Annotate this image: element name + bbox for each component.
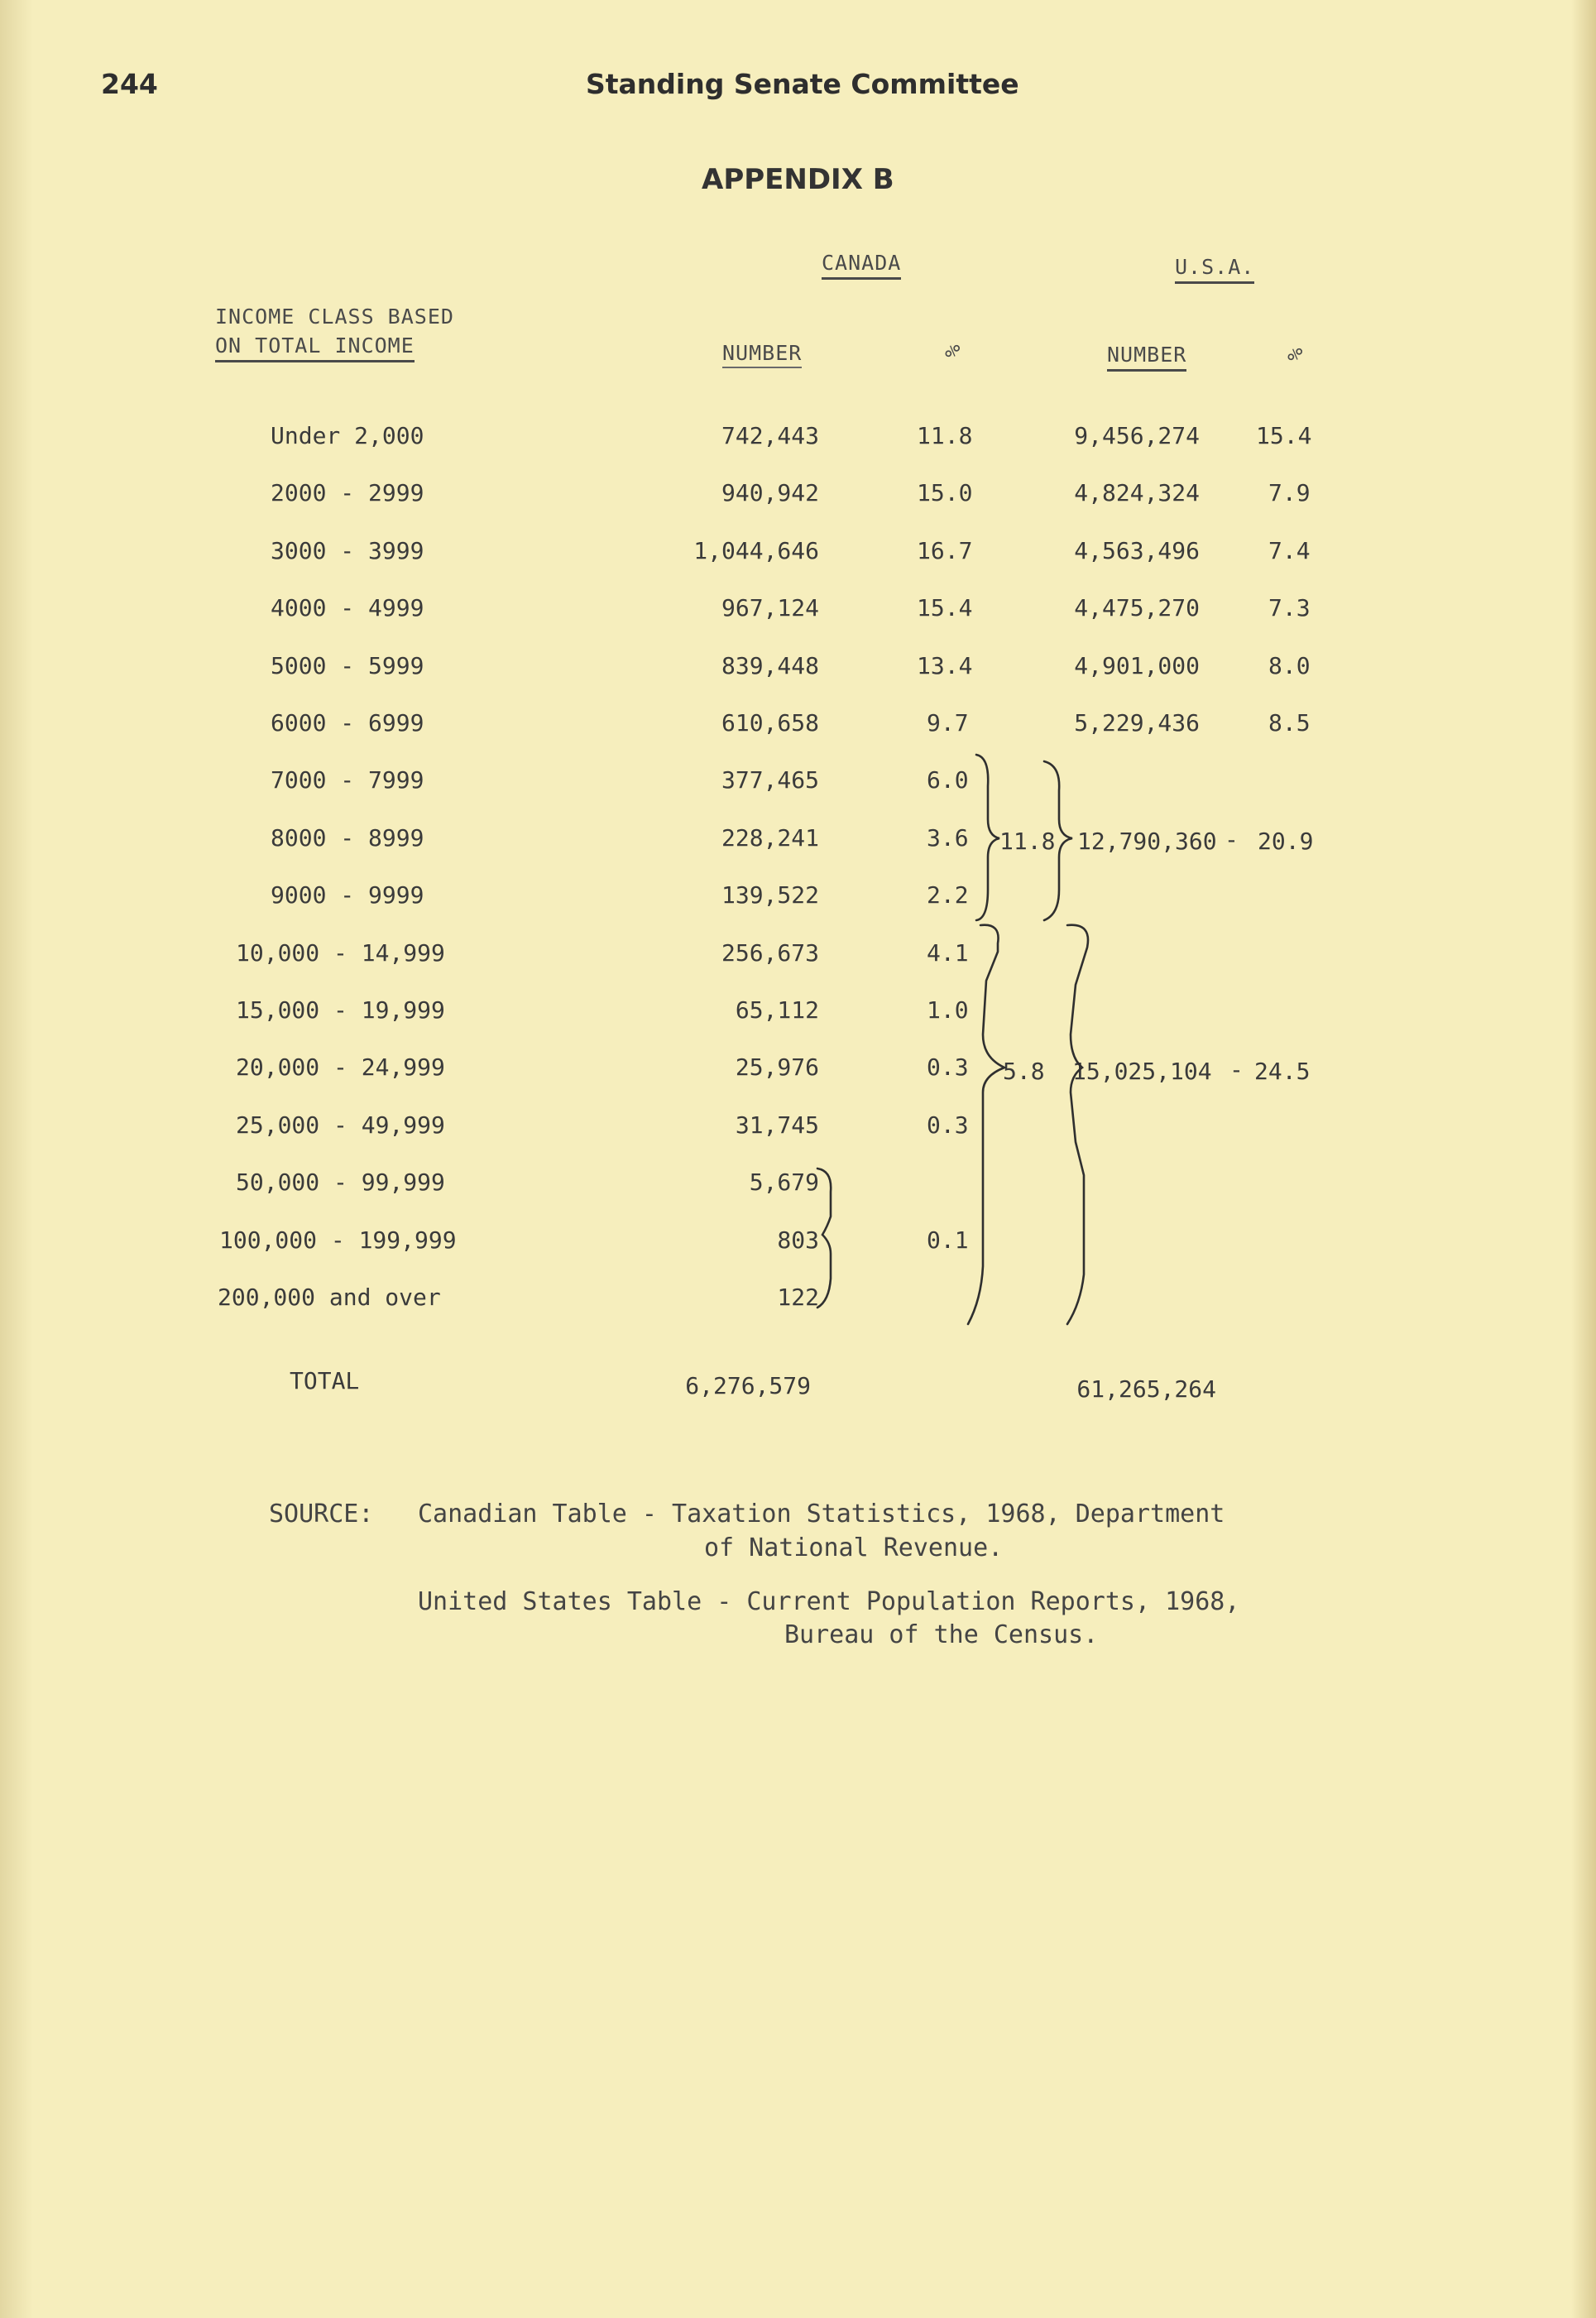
brace-canada-c <box>817 1169 831 1308</box>
usa-percent: 7.4 <box>1268 537 1311 564</box>
canada-number: 940,942 <box>721 479 819 506</box>
canada-number: 610,658 <box>721 709 819 737</box>
usa-percent-header: % <box>1282 348 1307 362</box>
source-canada-line2: of National Revenue. <box>704 1533 1004 1562</box>
usa-number: 4,475,270 <box>1074 594 1200 621</box>
canada-number: 31,745 <box>735 1111 819 1139</box>
brace-usa-a <box>1044 761 1072 920</box>
canada-percent: 11.8 <box>917 422 973 449</box>
canada-number: 839,448 <box>721 652 819 679</box>
canada-group-b-total: 5.8 <box>1003 1058 1045 1085</box>
income-class-label: 8000 - 8999 <box>271 824 424 852</box>
canada-number: 25,976 <box>735 1053 819 1081</box>
canada-number: 377,465 <box>721 766 819 794</box>
canada-percent: 2.2 <box>927 881 969 909</box>
brace-usa-b <box>1067 925 1088 1324</box>
canada-percent-header: % <box>940 344 965 358</box>
usa-number: 4,563,496 <box>1074 537 1200 564</box>
income-class-label: 25,000 - 49,999 <box>236 1111 445 1139</box>
usa-number: 5,229,436 <box>1074 709 1200 737</box>
income-class-label: 50,000 - 99,999 <box>236 1169 445 1196</box>
income-class-label: 4000 - 4999 <box>271 594 424 621</box>
canada-percent: 0.3 <box>927 1111 969 1139</box>
usa-group-b-number: 15,025,104 <box>1072 1058 1212 1085</box>
canada-number: 1,044,646 <box>693 537 819 564</box>
canada-number: 5,679 <box>749 1169 819 1196</box>
source-usa-line2: Bureau of the Census. <box>784 1620 1099 1649</box>
canada-percent: 3.6 <box>927 824 969 852</box>
income-class-label: 20,000 - 24,999 <box>236 1053 445 1081</box>
page-number: 244 <box>101 68 158 100</box>
canada-number-header: NUMBER <box>722 341 802 368</box>
canada-number: 65,112 <box>735 996 819 1024</box>
canada-percent: 16.7 <box>917 537 973 564</box>
canada-number: 803 <box>777 1226 819 1254</box>
source-canada-line1: Canadian Table - Taxation Statistics, 1968, Department <box>418 1500 1225 1529</box>
income-class-label: Under 2,000 <box>271 422 424 449</box>
usa-percent: 7.3 <box>1268 594 1311 621</box>
income-class-label: 200,000 and over <box>218 1284 441 1311</box>
canada-percent: 1.0 <box>927 996 969 1024</box>
income-class-label: 9000 - 9999 <box>271 881 424 909</box>
usa-total: 61,265,264 <box>1076 1375 1216 1403</box>
dash-separator: - <box>1225 826 1239 853</box>
running-title: Standing Senate Committee <box>586 68 1019 100</box>
usa-number: 9,456,274 <box>1074 422 1200 449</box>
income-class-label: 3000 - 3999 <box>271 537 424 564</box>
usa-number: 4,824,324 <box>1074 479 1200 506</box>
income-class-label: 7000 - 7999 <box>271 766 424 794</box>
canada-group-header: CANADA <box>822 251 901 280</box>
canada-percent: 15.4 <box>917 594 973 621</box>
usa-group-b-percent: 24.5 <box>1254 1058 1311 1085</box>
usa-percent: 8.5 <box>1268 709 1311 737</box>
canada-percent: 0.1 <box>927 1226 969 1254</box>
usa-group-a-number: 12,790,360 <box>1077 828 1217 855</box>
income-class-label: 15,000 - 19,999 <box>236 996 445 1024</box>
canada-total: 6,276,579 <box>685 1372 811 1399</box>
usa-number: 4,901,000 <box>1074 652 1200 679</box>
canada-number: 139,522 <box>721 881 819 909</box>
canada-percent: 4.1 <box>927 939 969 967</box>
brace-canada-b <box>968 925 1004 1324</box>
income-class-label: 100,000 - 199,999 <box>219 1226 457 1254</box>
canada-number: 967,124 <box>721 594 819 621</box>
appendix-title: APPENDIX B <box>702 163 894 196</box>
canada-number: 228,241 <box>721 824 819 852</box>
usa-group-header: U.S.A. <box>1175 255 1254 284</box>
canada-number: 742,443 <box>721 422 819 449</box>
canada-percent: 6.0 <box>927 766 969 794</box>
canada-percent: 9.7 <box>927 709 969 737</box>
canada-group-a-total: 11.8 <box>999 828 1056 855</box>
canada-percent: 13.4 <box>917 652 973 679</box>
usa-percent: 7.9 <box>1268 479 1311 506</box>
usa-percent: 8.0 <box>1268 652 1311 679</box>
income-class-label: 10,000 - 14,999 <box>236 939 445 967</box>
usa-group-a-percent: 20.9 <box>1258 828 1314 855</box>
dash-separator: - <box>1229 1056 1244 1083</box>
canada-number: 122 <box>777 1284 819 1311</box>
canada-percent: 0.3 <box>927 1053 969 1081</box>
usa-percent: 15.4 <box>1256 422 1312 449</box>
income-class-label: 5000 - 5999 <box>271 652 424 679</box>
income-class-label: 2000 - 2999 <box>271 479 424 506</box>
income-class-header-line2: ON TOTAL INCOME <box>215 334 415 362</box>
usa-number-header: NUMBER <box>1107 343 1186 372</box>
source-usa-line1: United States Table - Current Population Reports, 1968, <box>418 1587 1240 1616</box>
income-class-header-line1: INCOME CLASS BASED <box>215 305 454 329</box>
total-label: TOTAL <box>290 1367 360 1394</box>
brace-canada-a <box>976 755 999 920</box>
source-label: SOURCE: <box>269 1500 374 1529</box>
canada-number: 256,673 <box>721 939 819 967</box>
canada-percent: 15.0 <box>917 479 973 506</box>
income-class-label: 6000 - 6999 <box>271 709 424 737</box>
